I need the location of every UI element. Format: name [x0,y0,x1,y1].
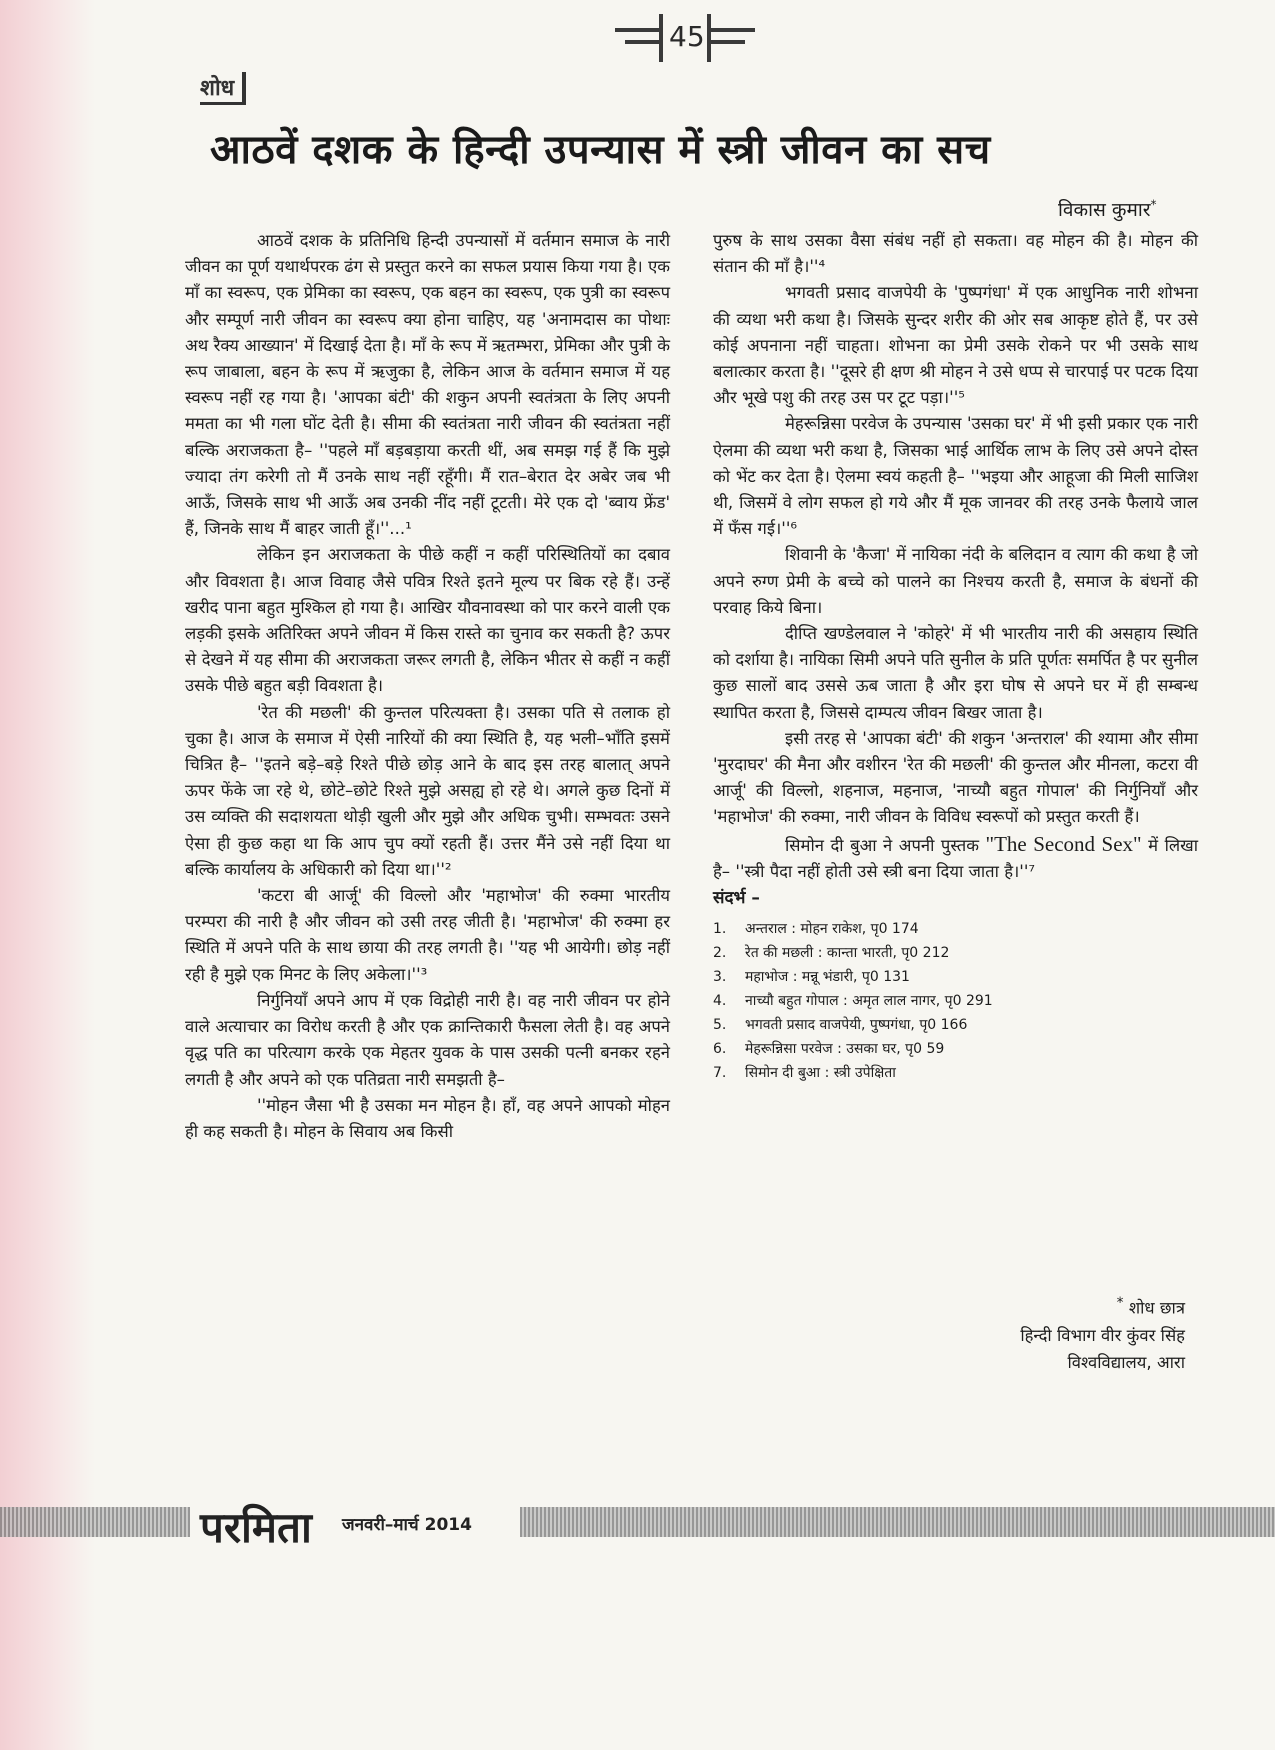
reference-number: 7. [713,1065,727,1082]
reference-number: 2. [713,945,727,962]
affiliation-mark: * [1116,1295,1124,1311]
reference-item [713,917,1198,941]
reference-item [713,965,1198,989]
paragraph: इसी तरह से 'आपका बंटी' की शकुन 'अन्तराल' की श्यामा और सीमा 'मुरदाघर' की मैना और वशीरन 'रेत की मछली' की कुन्तल और मीनला, कटरा वी आर्जू' की विल्लो, शहनाज, महनाज, 'नाच्यौ बहुत गोपाल' की निर्गुनियाँ और 'महाभोज' की रुक्मा, नारी जीवन के विविध स्वरूपों को प्रस्तुत करती हैं। [713,728,1198,827]
references-heading: संदर्भ – [713,888,760,909]
page-number-ornament [615,14,755,66]
page-number: 45 [669,20,705,53]
references-list [713,917,1198,1085]
paragraph: शिवानी के 'कैजा' में नायिका नंदी के बलिदान व त्याग की कथा है जो अपने रुग्ण प्रेमी के बच्चे को पालने का निश्चय करती है, समाज के बंधनों की परवाह किये बिना। [713,545,1198,617]
reference-text: अन्तराल : मोहन राकेश, पृ0 174 [745,921,919,938]
author-name [1058,196,1157,222]
paragraph: ''मोहन जैसा भी है उसका मन मोहन है। हाँ, वह अपने आपको मोहन ही कह सकती है। मोहन के सिवाय अब किसी [185,1095,670,1141]
magazine-logo: परमिता [200,1503,312,1552]
reference-item [713,989,1198,1013]
reference-text: रेत की मछली : कान्ता भारती, पृ0 212 [745,945,950,962]
reference-number: 1. [713,921,727,938]
reference-text: नाच्यौ बहुत गोपाल : अमृत लाल नागर, पृ0 291 [745,993,993,1010]
affiliation-univ: विश्वविद्यालय, आरा [1067,1352,1185,1372]
reference-item [713,1061,1198,1085]
author-text: विकास कुमार [1058,199,1151,221]
author-affiliation [900,1290,1185,1376]
issue-date: जनवरी–मार्च 2014 [342,1515,472,1535]
reference-text: मेहरून्निसा परवेज : उसका घर, पृ0 59 [745,1041,945,1058]
beauvoir-paragraph [713,831,1198,885]
affiliation-dept: हिन्दी विभाग वीर कुंवर सिंह [1020,1325,1185,1345]
right-column [713,228,1198,1085]
paragraph: पुरुष के साथ उसका वैसा संबंध नहीं हो सकता। वह मोहन की है। मोहन की संतान की माँ है।''⁴ [713,231,1198,277]
paragraph: निर्गुनियाँ अपने आप में एक विद्रोही नारी है। वह नारी जीवन पर होने वाले अत्याचार का विरोध करती है और एक क्रान्तिकारी फैसला लेती है। वह अपने वृद्ध पति का परित्याग करके एक मेहतर युवक के पास उसकी पत्नी बनकर रहने लगती है और अपने को एक पतिव्रता नारी समझती है– [185,990,670,1089]
section-label: शोध [200,72,246,105]
reference-text: सिमोन दी बुआ : स्त्री उपेक्षिता [745,1065,896,1082]
reference-item [713,1013,1198,1037]
paragraph: लेकिन इन अराजकता के पीछे कहीं न कहीं परिस्थितियों का दबाव और विवशता है। आज विवाह जैसे पवित्र रिश्ते इतने मूल्य पर बिक रहे हैं। उन्हें खरीद पाना बहुत मुश्किल हो गया है। आखिर यौवनावस्था को पार करने वाली एक लड़की इसके अतिरिक्त अपने जीवन में किस रास्ते का चुनाव कर सकती है? ऊपर से देखने में यह सीमा की अराजकता जरूर लगती है, लेकिन भीतर से कहीं न कहीं उसके पीछे बहुत बड़ी विवशता है। [185,545,670,696]
reference-text: महाभोज : मन्नू भंडारी, पृ0 131 [745,969,910,986]
book-title: "The Second Sex" [985,831,1142,856]
paragraph: भगवती प्रसाद वाजपेयी के 'पुष्पगंधा' में एक आधुनिक नारी शोभना की व्यथा भरी कथा है। जिसके सुन्दर शरीर की ओर सब आकृष्ट होते हैं, पर उसे कोई अपनाना नहीं चाहता। शोभना का प्रेमी उसके रोकने पर भी उसके साथ बलात्कार करता है। ''दूसरे ही क्षण श्री मोहन ने उसे धप्प से चारपाई पर पटक दिया और भूखे पशु की तरह उस पर टूट पड़ा।''⁵ [713,283,1198,408]
affiliation-role [900,1290,1185,1322]
reference-item [713,1037,1198,1061]
reference-item [713,941,1198,965]
reference-number: 4. [713,993,727,1010]
beauvoir-pre: सिमोन दी बुआ ने अपनी पुस्तक [785,835,986,855]
beauvoir-post: में लिखा है– ''स्त्री पैदा नहीं होती उसे स्त्री बना दिया जाता है।''⁷ [713,835,1198,881]
reference-text: भगवती प्रसाद वाजपेयी, पुष्पगंधा, पृ0 166 [745,1017,968,1034]
reference-number: 3. [713,969,727,986]
article-title: आठवें दशक के हिन्दी उपन्यास में स्त्री जीवन का सच [210,127,991,173]
paragraph: दीप्ति खण्डेलवाल ने 'कोहरे' में भी भारतीय नारी की असहाय स्थिति को दर्शाया है। नायिका सिमी अपने पति सुनील के प्रति पूर्णतः समर्पित है पर सुनील कुछ सालों बाद उससे ऊब जाता है और इरा घोष से अपने घर में ही सम्बन्ध स्थापित करता है, जिससे दाम्पत्य जीवन बिखर जाता है। [713,624,1198,722]
left-column [185,228,670,1145]
affiliation-role-text: शोध छात्र [1128,1298,1185,1318]
reference-number: 5. [713,1017,727,1034]
paragraph: आठवें दशक के प्रतिनिधि हिन्दी उपन्यासों में वर्तमान समाज के नारी जीवन का पूर्ण यथार्थपरक ढंग से प्रस्तुत करने का सफल प्रयास किया गया है। एक माँ का स्वरूप, एक प्रेमिका का स्वरूप, एक बहन का स्वरूप, एक पुत्री का स्वरूप और सम्पूर्ण नारी जीवन का स्वरूप क्या होना चाहिए, यह 'अनामदास का पोथाः अथ रैक्य आख्यान' में दिखाई देता है। माँ के रूप में ऋतम्भरा, प्रेमिका और पुत्री के रूप जाबाला, बहन के रूप में ऋजुका है, लेकिन आज के वर्तमान समाज में यह स्वरूप नहीं रह गया है। 'आपका बंटी' की शकुन अपनी स्वतंत्रता के लिए अपनी ममता का भी गला घोंट देती है। सीमा की स्वतंत्रता नारी जीवन की स्वतंत्रता नहीं बल्कि अराजकता है– ''पहले माँ बड़बड़ाया करती थीं, अब समझ गई हैं कि मुझे ज्यादा तंग करेगी तो मैं उनके साथ नहीं रहूँगी। मैं रात–बेरात देर अबेर जब भी आऊँ, जिसके साथ भी आऊँ अब उनकी नींद नहीं टूटती। मेरे एक दो 'ब्वाय फ्रेंड' हैं, जिनके साथ मैं बाहर जाती हूँ।''...¹ [185,231,670,539]
author-mark: * [1150,197,1157,212]
paragraph: मेहरून्निसा परवेज के उपन्यास 'उसका घर' में भी इसी प्रकार एक नारी ऐलमा की व्यथा भरी कथा है, जिसका भाई आर्थिक लाभ के लिए उसे अपने दोस्त को भेंट कर देता है। ऐलमा स्वयं कहती है– ''भइया और आहूजा की मिली साजिश थी, जिसमें वे लोग सफल हो गये और मैं मूक जानवर की तरह उनके फैलाये जाल में फँस गई।''⁶ [713,414,1198,539]
paragraph: 'कटरा बी आर्जू' की विल्लो और 'महाभोज' की रुक्मा भारतीय परम्परा की नारी है और जीवन को उसी तरह जीती है। 'महाभोज' की रुक्मा हर स्थिति में अपने पति के साथ छाया की तरह लगती है। ''यह भी आयेगी। छोड़ नहीं रही है मुझे एक मिनट के लिए अकेला।''³ [185,886,670,984]
reference-number: 6. [713,1041,727,1058]
paragraph: 'रेत की मछली' की कुन्तल परित्यक्ता है। उसका पति से तलाक हो चुका है। आज के समाज में ऐसी नारियों की क्या स्थिति है, यह भली–भाँति इसमें चित्रित है– ''इतने बड़े–बड़े रिश्ते पीछे छोड़ आने के बाद इस तरह बालात् अपने ऊपर फेंके जा रहे थे, छोटे–छोटे रिश्ते मुझे असह्य हो रहे थे। अगले कुछ दिनों में उस व्यक्ति की सदाशयता थोड़ी खुली और मुझे और अधिक चुभी। सम्भवतः उसने ऐसा ही कुछ कहा था कि आप चुप क्यों रहती हैं। उत्तर मैंने उसे नहीं दिया था बल्कि कार्यालय के अधिकारी को दिया था।''² [185,702,670,879]
